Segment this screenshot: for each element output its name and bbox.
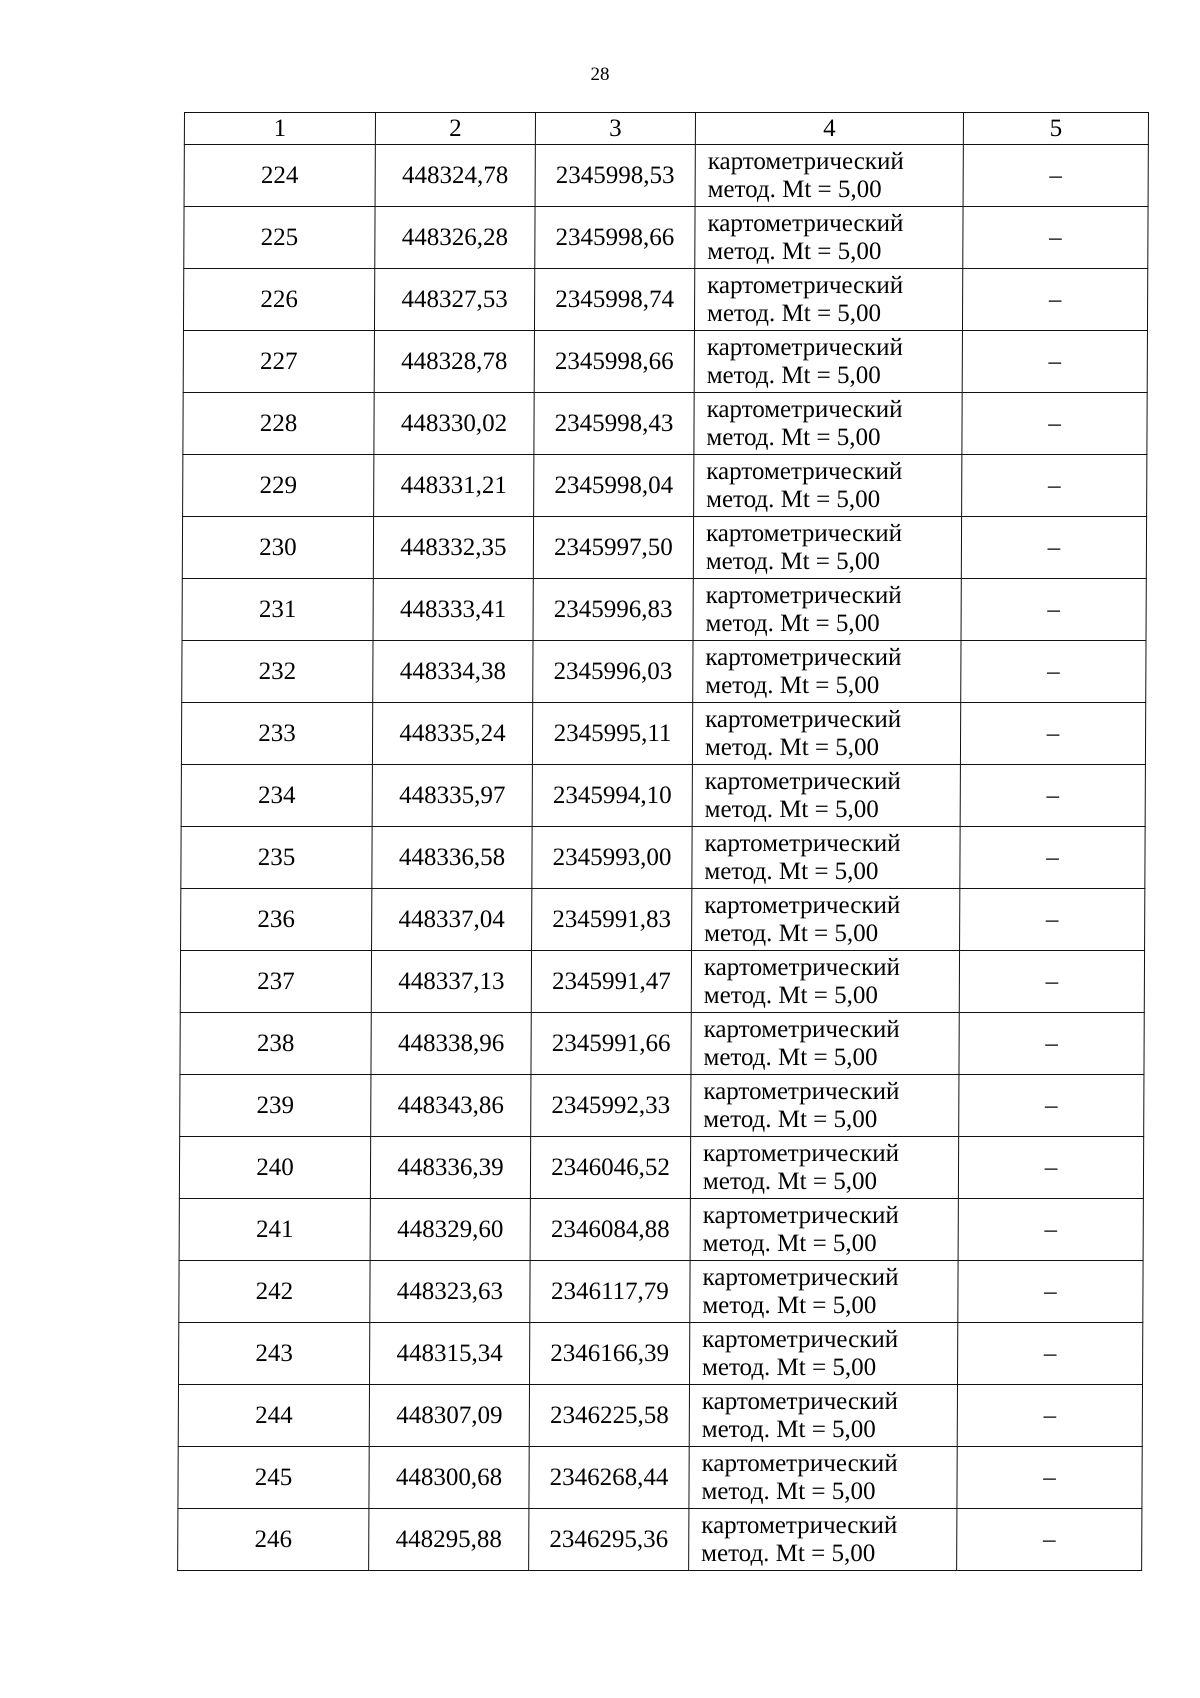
method-line-1: картометрический xyxy=(702,1263,899,1291)
table-row xyxy=(182,641,1146,703)
table-row xyxy=(182,517,1146,579)
table-header xyxy=(184,113,1148,145)
method-line-1: картометрический xyxy=(703,1139,900,1167)
y-coordinate-cell: 2345998,04 xyxy=(534,455,694,517)
table-row xyxy=(180,1013,1144,1075)
y-coordinate-cell: 2345996,03 xyxy=(533,641,693,703)
note-cell: – xyxy=(957,1509,1142,1571)
method-cell xyxy=(690,1261,958,1323)
point-number-cell: 240 xyxy=(179,1137,370,1199)
method-line-2: метод. Mt = 5,00 xyxy=(701,1477,876,1505)
x-coordinate-cell: 448337,13 xyxy=(371,951,531,1013)
note-cell: – xyxy=(962,269,1147,331)
point-number-cell: 227 xyxy=(183,331,374,393)
y-coordinate-cell: 2345993,00 xyxy=(532,827,692,889)
y-coordinate-cell: 2346268,44 xyxy=(529,1447,689,1509)
method-line-2: метод. Mt = 5,00 xyxy=(704,919,879,947)
table-row xyxy=(180,1075,1144,1137)
y-coordinate-cell: 2345995,11 xyxy=(532,703,692,765)
method-line-2: метод. Mt = 5,00 xyxy=(704,795,879,823)
method-cell xyxy=(692,889,960,951)
method-line-1: картометрический xyxy=(704,891,901,919)
note-cell: – xyxy=(963,207,1148,269)
note-cell: – xyxy=(962,455,1147,517)
method-cell xyxy=(692,703,960,765)
point-number-cell: 225 xyxy=(184,207,375,269)
x-coordinate-cell: 448295,88 xyxy=(369,1509,529,1571)
method-line-2: метод. Mt = 5,00 xyxy=(702,1167,878,1195)
note-cell: – xyxy=(963,145,1148,207)
note-cell: – xyxy=(961,641,1146,703)
table-body xyxy=(178,145,1149,1571)
table-row xyxy=(179,1137,1143,1199)
header-col-3: 3 xyxy=(535,113,695,145)
x-coordinate-cell: 448330,02 xyxy=(374,393,534,455)
note-cell: – xyxy=(958,1323,1143,1385)
method-line-1: картометрический xyxy=(706,333,903,361)
note-cell: – xyxy=(957,1447,1142,1509)
table-row xyxy=(181,765,1145,827)
table-row xyxy=(183,393,1147,455)
y-coordinate-cell: 2345991,47 xyxy=(531,951,691,1013)
table-row xyxy=(183,331,1147,393)
x-coordinate-cell: 448300,68 xyxy=(369,1447,529,1509)
method-line-1: картометрический xyxy=(705,643,902,671)
point-number-cell: 246 xyxy=(178,1509,369,1571)
y-coordinate-cell: 2345991,83 xyxy=(532,889,692,951)
table-row xyxy=(178,1509,1142,1571)
method-line-2: метод. Mt = 5,00 xyxy=(707,175,882,203)
table-row xyxy=(178,1385,1142,1447)
x-coordinate-cell: 448331,21 xyxy=(374,455,534,517)
note-cell: – xyxy=(961,517,1146,579)
note-cell: – xyxy=(959,951,1144,1013)
method-line-2: метод. Mt = 5,00 xyxy=(703,1043,878,1071)
method-line-1: картометрический xyxy=(704,829,901,857)
point-number-cell: 234 xyxy=(181,765,372,827)
method-cell xyxy=(691,1013,959,1075)
point-number-cell: 237 xyxy=(180,951,371,1013)
method-cell xyxy=(690,1323,958,1385)
method-line-1: картометрический xyxy=(705,581,902,609)
method-line-2: метод. Mt = 5,00 xyxy=(706,485,881,513)
method-line-2: метод. Mt = 5,00 xyxy=(706,423,881,451)
method-line-2: метод. Mt = 5,00 xyxy=(702,1353,877,1381)
table-row xyxy=(182,579,1146,641)
method-line-2: метод. Mt = 5,00 xyxy=(705,671,880,699)
note-cell: – xyxy=(958,1199,1143,1261)
table-row xyxy=(184,145,1148,207)
x-coordinate-cell: 448333,41 xyxy=(373,579,533,641)
x-coordinate-cell: 448335,24 xyxy=(372,703,532,765)
point-number-cell: 245 xyxy=(178,1447,369,1509)
note-cell: – xyxy=(959,1075,1144,1137)
method-line-1: картометрический xyxy=(707,209,904,237)
table-row xyxy=(181,827,1145,889)
note-cell: – xyxy=(957,1385,1142,1447)
method-cell xyxy=(689,1385,957,1447)
method-cell xyxy=(690,1199,958,1261)
header-col-2: 2 xyxy=(375,113,535,145)
x-coordinate-cell: 448328,78 xyxy=(374,331,534,393)
method-cell xyxy=(694,331,962,393)
table-row xyxy=(184,207,1148,269)
x-coordinate-cell: 448332,35 xyxy=(373,517,533,579)
x-coordinate-cell: 448336,58 xyxy=(372,827,532,889)
y-coordinate-cell: 2345991,66 xyxy=(531,1013,691,1075)
method-cell xyxy=(693,517,961,579)
x-coordinate-cell: 448324,78 xyxy=(375,145,535,207)
note-cell: – xyxy=(961,579,1146,641)
x-coordinate-cell: 448343,86 xyxy=(371,1075,531,1137)
y-coordinate-cell: 2346084,88 xyxy=(530,1199,690,1261)
note-cell: – xyxy=(960,889,1145,951)
method-line-2: метод. Mt = 5,00 xyxy=(701,1415,876,1443)
x-coordinate-cell: 448338,96 xyxy=(371,1013,531,1075)
point-number-cell: 243 xyxy=(179,1323,370,1385)
method-line-1: картометрический xyxy=(705,705,902,733)
x-coordinate-cell: 448335,97 xyxy=(372,765,532,827)
method-line-1: картометрический xyxy=(707,271,904,299)
note-cell: – xyxy=(958,1137,1143,1199)
method-cell xyxy=(692,765,960,827)
method-cell xyxy=(691,1075,959,1137)
point-number-cell: 235 xyxy=(181,827,372,889)
table-row xyxy=(179,1323,1143,1385)
point-number-cell: 242 xyxy=(179,1261,370,1323)
table-row xyxy=(181,889,1145,951)
method-cell xyxy=(694,455,962,517)
method-line-1: картометрический xyxy=(701,1449,898,1477)
point-number-cell: 224 xyxy=(184,145,375,207)
point-number-cell: 238 xyxy=(180,1013,371,1075)
point-number-cell: 226 xyxy=(183,269,374,331)
note-cell: – xyxy=(962,331,1147,393)
point-number-cell: 239 xyxy=(180,1075,371,1137)
method-cell xyxy=(694,393,962,455)
method-line-1: картометрический xyxy=(702,1201,899,1229)
page-number: 28 xyxy=(590,64,610,85)
method-line-1: картометрический xyxy=(706,395,903,423)
method-line-1: картометрический xyxy=(704,767,901,795)
y-coordinate-cell: 2346295,36 xyxy=(529,1509,689,1571)
table-row xyxy=(183,455,1147,517)
method-line-2: метод. Mt = 5,00 xyxy=(704,733,880,761)
note-cell: – xyxy=(960,703,1145,765)
table-row xyxy=(179,1199,1143,1261)
method-line-2: метод. Mt = 5,00 xyxy=(701,1539,876,1567)
y-coordinate-cell: 2345992,33 xyxy=(531,1075,691,1137)
x-coordinate-cell: 448334,38 xyxy=(373,641,533,703)
method-line-2: метод. Mt = 5,00 xyxy=(703,981,878,1009)
method-line-2: метод. Mt = 5,00 xyxy=(706,299,882,327)
method-cell xyxy=(695,145,963,207)
note-cell: – xyxy=(958,1261,1143,1323)
point-number-cell: 244 xyxy=(178,1385,369,1447)
method-cell xyxy=(691,951,959,1013)
point-number-cell: 228 xyxy=(183,393,374,455)
method-cell xyxy=(689,1447,957,1509)
method-line-1: картометрический xyxy=(703,1077,900,1105)
method-cell xyxy=(693,641,961,703)
method-line-1: картометрический xyxy=(707,147,904,175)
method-line-2: метод. Mt = 5,00 xyxy=(705,547,880,575)
point-number-cell: 241 xyxy=(179,1199,370,1261)
x-coordinate-cell: 448307,09 xyxy=(369,1385,529,1447)
method-cell xyxy=(695,207,963,269)
method-line-1: картометрический xyxy=(701,1387,898,1415)
x-coordinate-cell: 448323,63 xyxy=(370,1261,530,1323)
y-coordinate-cell: 2345998,43 xyxy=(534,393,694,455)
y-coordinate-cell: 2345998,74 xyxy=(534,269,694,331)
table-row xyxy=(183,269,1147,331)
note-cell: – xyxy=(959,1013,1144,1075)
point-number-cell: 236 xyxy=(181,889,372,951)
y-coordinate-cell: 2346046,52 xyxy=(530,1137,690,1199)
method-line-1: картометрический xyxy=(702,1325,899,1353)
note-cell: – xyxy=(960,765,1145,827)
header-col-5: 5 xyxy=(963,113,1148,145)
header-row xyxy=(184,113,1148,145)
coordinates-table xyxy=(177,112,1149,1571)
method-line-1: картометрический xyxy=(706,457,903,485)
note-cell: – xyxy=(960,827,1145,889)
method-cell xyxy=(692,827,960,889)
method-line-2: метод. Mt = 5,00 xyxy=(703,1105,878,1133)
method-line-1: картометрический xyxy=(703,953,901,981)
method-line-2: метод. Mt = 5,00 xyxy=(704,857,879,885)
point-number-cell: 230 xyxy=(182,517,373,579)
x-coordinate-cell: 448329,60 xyxy=(370,1199,530,1261)
point-number-cell: 232 xyxy=(182,641,373,703)
method-line-2: метод. Mt = 5,00 xyxy=(707,237,882,265)
point-number-cell: 231 xyxy=(182,579,373,641)
point-number-cell: 229 xyxy=(183,455,374,517)
header-col-1: 1 xyxy=(184,113,375,145)
method-cell xyxy=(694,269,962,331)
y-coordinate-cell: 2346225,58 xyxy=(529,1385,689,1447)
x-coordinate-cell: 448327,53 xyxy=(374,269,534,331)
x-coordinate-cell: 448337,04 xyxy=(372,889,532,951)
y-coordinate-cell: 2346117,79 xyxy=(530,1261,690,1323)
method-line-1: картометрический xyxy=(701,1511,898,1539)
y-coordinate-cell: 2345994,10 xyxy=(532,765,692,827)
method-line-2: метод. Mt = 5,00 xyxy=(702,1291,877,1319)
method-cell xyxy=(689,1509,957,1571)
y-coordinate-cell: 2345998,53 xyxy=(535,145,695,207)
method-line-2: метод. Mt = 5,00 xyxy=(705,609,880,637)
table-row xyxy=(179,1261,1143,1323)
note-cell: – xyxy=(962,393,1147,455)
method-line-2: метод. Mt = 5,00 xyxy=(702,1229,877,1257)
point-number-cell: 233 xyxy=(181,703,372,765)
y-coordinate-cell: 2346166,39 xyxy=(530,1323,690,1385)
x-coordinate-cell: 448326,28 xyxy=(375,207,535,269)
y-coordinate-cell: 2345996,83 xyxy=(533,579,693,641)
method-line-1: картометрический xyxy=(703,1015,900,1043)
table-row xyxy=(180,951,1144,1013)
y-coordinate-cell: 2345998,66 xyxy=(535,207,695,269)
y-coordinate-cell: 2345998,66 xyxy=(534,331,694,393)
table-row xyxy=(178,1447,1142,1509)
method-line-1: картометрический xyxy=(705,519,903,547)
header-col-4: 4 xyxy=(695,113,963,145)
x-coordinate-cell: 448315,34 xyxy=(370,1323,530,1385)
table-row xyxy=(181,703,1145,765)
x-coordinate-cell: 448336,39 xyxy=(370,1137,530,1199)
method-cell xyxy=(690,1137,958,1199)
y-coordinate-cell: 2345997,50 xyxy=(533,517,693,579)
method-line-2: метод. Mt = 5,00 xyxy=(706,361,881,389)
method-cell xyxy=(693,579,961,641)
